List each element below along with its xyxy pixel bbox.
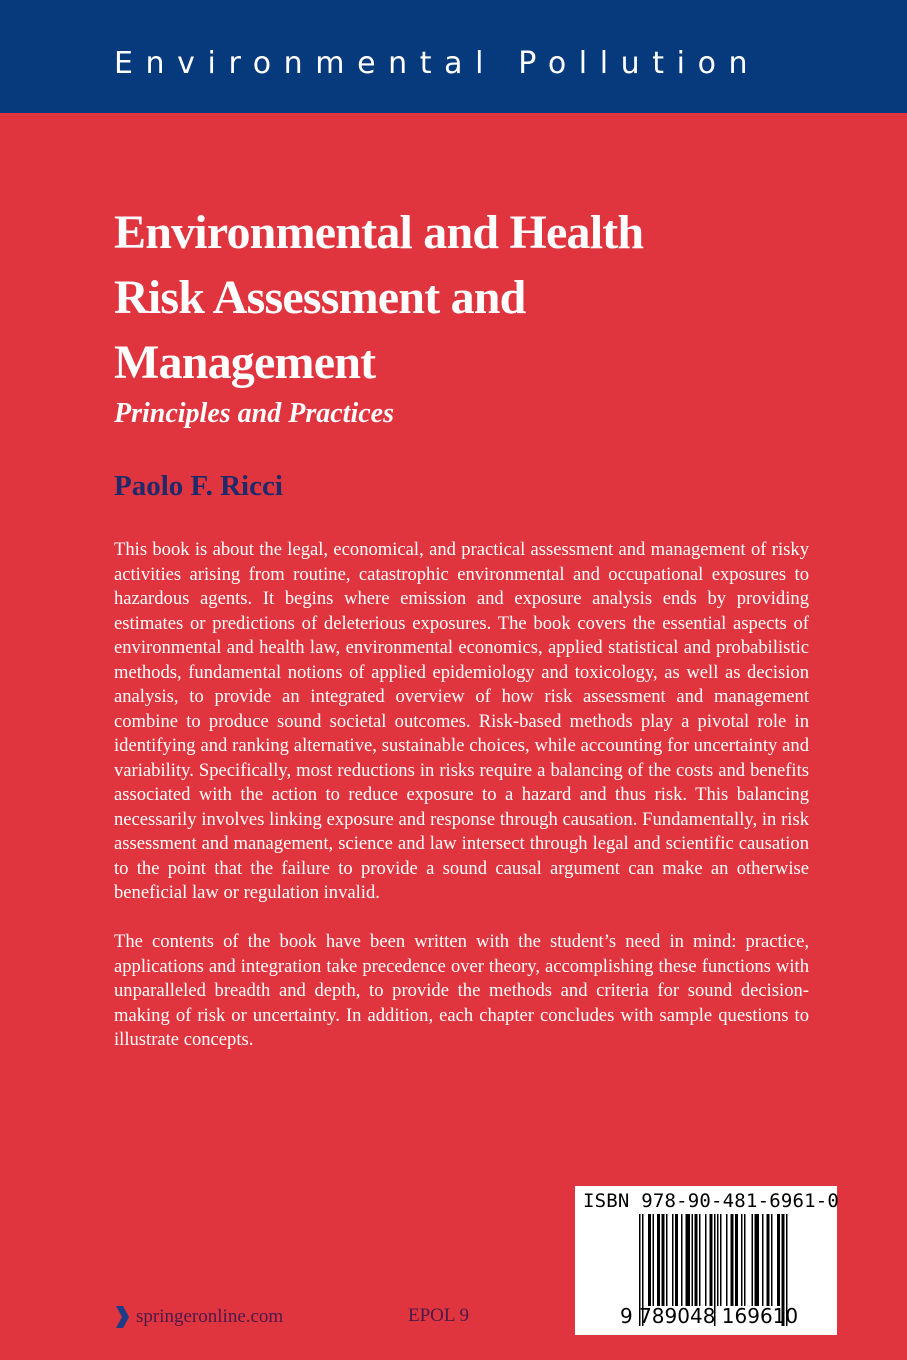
series-band — [0, 0, 907, 113]
barcode-bar — [762, 1214, 764, 1306]
blurb-paragraph: This book is about the legal, economical, and practical assessment and management of risky activities arising from routine, catastrophic environmental and occupational exposures to hazardous agents. It begins where emission and exposure analysis ends by providing estimates or predictions of deleterious exposures. The book covers the essential aspects of environmental and health law, environmental economics, applied statistical and probabilistic methods, fundamental notions of applied epidemiology and toxicology, as well as decision analysis, to provide an integrated overview of how risk assessment and management combine to produce sound societal outcomes. Risk-based methods play a pivotal role in identifying and ranking alternative, sustainable choices, while accounting for uncertainty and variability. Specifically, most reductions in risks require a balancing of the costs and benefits associated with the action to reduce exposure to a hazard and thus risk. This balancing necessarily involves linking exposure and response through causation. Fundamentally, in risk assessment and management, science and law intersect through legal and scientific causation to the point that the failure to provide a sound causal argument can make an otherwise beneficial law or regulation invalid. — [114, 539, 809, 903]
blurb — [114, 538, 809, 1077]
book-title — [114, 200, 814, 395]
barcode-bar — [681, 1214, 683, 1306]
barcode-bar — [705, 1214, 707, 1306]
title-line: Risk Assessment and — [114, 271, 526, 324]
publisher-link[interactable] — [114, 1305, 283, 1329]
chevron-right-icon — [114, 1305, 130, 1329]
barcode-bar — [672, 1214, 674, 1306]
barcode-bar — [648, 1214, 651, 1306]
blurb-paragraph: The contents of the book have been written with the student’s need in mind: practice, applications and integration take precedence over theory, accomplishing these functions with unparalleled breadth and depth, to provide the methods and criteria for sound decision-making of risk or uncertainty. In addition, each chapter concludes with sample questions to illustrate concepts. — [114, 931, 809, 1050]
barcode-bar — [720, 1214, 722, 1306]
book-subtitle: Principles and Practices — [114, 398, 394, 429]
ean-number: 9 789048 169610 — [620, 1304, 799, 1328]
barcode-bar — [726, 1214, 728, 1306]
barcode-bar — [695, 1214, 698, 1306]
barcode-bar — [666, 1214, 668, 1306]
barcode-bar — [710, 1214, 713, 1306]
barcode-bar — [777, 1214, 780, 1306]
barcode-bar — [731, 1214, 734, 1306]
barcode-bar — [755, 1214, 760, 1306]
barcode-bar — [662, 1214, 665, 1306]
barcode-bar — [675, 1214, 678, 1306]
barcode-bar — [752, 1214, 754, 1306]
author-name: Paolo F. Ricci — [114, 470, 283, 502]
barcode-bar — [686, 1214, 691, 1306]
barcode-bar — [767, 1214, 770, 1306]
barcode-bar — [699, 1214, 701, 1306]
barcode-bar — [692, 1214, 694, 1306]
isbn-label: ISBN 978-90-481-6961-0 — [583, 1190, 840, 1212]
barcode-bar — [744, 1214, 746, 1306]
title-line: Management — [114, 336, 376, 389]
barcode-bar — [771, 1214, 773, 1306]
barcode-bar — [657, 1214, 660, 1306]
barcode-bar — [653, 1214, 655, 1306]
barcode-bar — [741, 1214, 743, 1306]
isbn-barcode — [575, 1186, 840, 1335]
barcode-bar — [717, 1214, 719, 1306]
series-code: EPOL 9 — [408, 1305, 470, 1326]
series-title: Environmental Pollution — [114, 46, 761, 81]
publisher-url[interactable]: springeronline.com — [136, 1306, 284, 1327]
barcode-bar — [735, 1214, 738, 1306]
title-line: Environmental and Health — [114, 206, 644, 259]
